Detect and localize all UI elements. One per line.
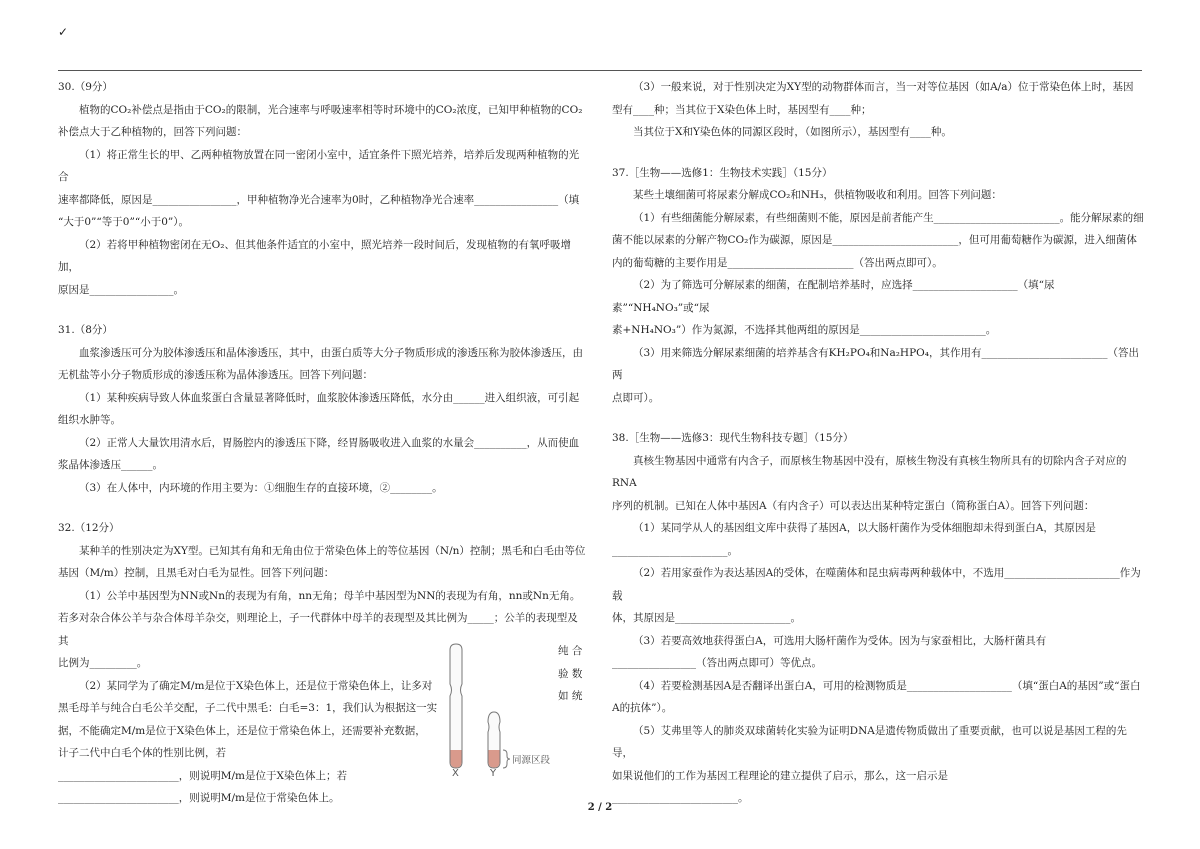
q32-line: （2）某同学为了确定M/m是位于X染色体上，还是位于常染色体上，让多对 — [79, 679, 433, 692]
q32-line: （1）公羊中基因型为NN或Nn的表现为有角，nn无角；母羊中基因型为NN的表现为有角，nn或Nn无角。 — [79, 589, 581, 602]
q31-line: （1）某种疾病导致人体血浆蛋白含量显著降低时，血浆胶体渗透压降低，水分由______进入组织液，可引起 — [79, 391, 580, 404]
q37-line: 某些土壤细菌可将尿素分解成CO₂和NH₃，供植物吸收和利用。回答下列问题： — [633, 189, 1002, 201]
q38-line: ________________（答出两点即可）等优点。 — [612, 657, 822, 669]
side-text-2: 验 数 — [558, 668, 583, 680]
q38-line: （4）若要检测基因A是否翻译出蛋白A，可用的检测物质是____________________（填“蛋白A的基因”或“蛋白 — [633, 679, 1141, 692]
page-number: 2 / 2 — [587, 802, 613, 813]
q32-line: 计子二代中白毛个体的性别比例，若 — [58, 747, 226, 759]
q38-header: 38.［生物——选修3：现代生物科技专题］（15分） — [612, 432, 854, 444]
chromosome-figure — [440, 642, 560, 782]
q37-line: 菌不能以尿素的分解产物CO₂作为碳源，原因是________________________，但可用葡萄糖作为碳源，进入细菌体 — [612, 234, 1137, 246]
q32-cont-line: 当其位于X和Y染色体的同源区段时，（如图所示），基因型有____种。 — [633, 126, 952, 138]
q30-line: “大于0”“等于0”“小于0”）。 — [58, 216, 189, 228]
q38-line: 体，其原因是______________________。 — [612, 612, 801, 624]
y-homologous-region — [489, 750, 500, 768]
q32-line: _______________________，则说明M/m是位于X染色体上；若 — [58, 769, 347, 782]
q38-line: 真核生物基因中通常有内含子，而原核生物基因中没有，原核生物没有真核生物所具有的切除内含子对应的RNA — [612, 454, 1127, 489]
side-text-1: 纯 合 — [558, 645, 583, 657]
q32-line: 比例为_________。 — [58, 657, 148, 669]
q31-line: 组织水肿等。 — [58, 414, 121, 426]
q37-line: （2）为了筛选可分解尿素的细菌，在配制培养基时，应选择____________________（填“尿素”“NH₄NO₃”或“尿 — [612, 279, 1055, 314]
q38-line: A的抗体”）。 — [612, 702, 673, 714]
q37-line: 点即可）。 — [612, 391, 660, 404]
q38-line: （2）若用家蚕作为表达基因A的受体，在噬菌体和昆虫病毒两种载体中，不选用______________________作为载 — [612, 567, 1141, 602]
q32-cont-line: （3）一般来说，对于性别决定为XY型的动物群体而言，当一对等位基因（如A/a）位于常染色体上时，基因 — [633, 81, 1134, 93]
q32-line: _______________________，则说明M/m是位于常染色体上。 — [58, 792, 340, 804]
q38-line: ________________________。 — [612, 792, 749, 804]
q30-line: 植物的CO₂补偿点是指由于CO₂的限制，光合速率与呼吸速率相等时环境中的CO₂浓度，已知甲种植物的CO₂ — [79, 103, 583, 116]
q31-line: （3）在人体中，内环境的作用主要为：①细胞生存的直接环境，②________。 — [79, 481, 443, 494]
q31-line: 浆晶体渗透压______。 — [58, 459, 163, 471]
q30-line: 补偿点大于乙种植物的，回答下列问题： — [58, 126, 247, 138]
q30-header: 30.（9分） — [58, 81, 113, 93]
q38-line: （3）若要高效地获得蛋白A，可选用大肠杆菌作为受体。因为与家蚕相比，大肠杆菌具有 — [633, 634, 1047, 647]
x-label: X — [452, 768, 459, 779]
q31-line: （2）正常人大量饮用清水后，胃肠腔内的渗透压下降，经胃肠吸收进入血浆的水量会__________，从而使血 — [79, 436, 580, 449]
q32-line: 基因（M/m）控制，且黑毛对白毛为显性。回答下列问题： — [58, 567, 335, 579]
x-homologous-region — [451, 750, 462, 768]
q38-line: 序列的机制。已知在人体中基因A（有内含子）可以表达出某种特定蛋白（简称蛋白A）。回答下列问题： — [612, 499, 1095, 512]
q30-line: 速率都降低，原因是________________，甲种植物净光合速率为0时，乙种植物净光合速率________________（填 — [58, 193, 580, 206]
header-rule — [58, 70, 1142, 71]
q32-line: 据，不能确定M/m是位于X染色体上，还是位于常染色体上，还需要补充数据， — [58, 724, 426, 737]
x-chromosome — [450, 644, 462, 768]
q37-line: 内的葡萄糖的主要作用是________________________（答出两点即可）。 — [612, 256, 943, 269]
q31-header: 31.（8分） — [58, 324, 113, 336]
q38-line: 如果说他们的工作为基因工程理论的建立提供了启示，那么，这一启示是 — [612, 769, 948, 782]
homologous-region-label: 同源区段 — [512, 755, 551, 766]
q37-line: 素+NH₄NO₃”）作为氮源，不选择其他两组的原因是________________________。 — [612, 324, 997, 336]
q37-header: 37.［生物——选修1：生物技术实践］（15分） — [612, 166, 833, 179]
q32-header: 32.（12分） — [58, 522, 120, 534]
q37-line: （1）有些细菌能分解尿素，有些细菌则不能，原因是前者能产生________________________。能分解尿素的细 — [633, 211, 1144, 224]
check-mark: ✓ — [58, 25, 69, 39]
region-brace — [503, 750, 510, 768]
side-text-3: 如 统 — [558, 690, 583, 702]
q32-line: 黑毛母羊与纯合白毛公羊交配，子二代中黑毛：白毛=3：1，我们认为根据这一实 — [58, 702, 438, 714]
y-label: Y — [490, 768, 497, 779]
q32-cont-line: 型有____种；当其位于X染色体上时，基因型有____种； — [612, 103, 872, 116]
q30-line: （2）若将甲种植物密闭在无O₂、但其他条件适宜的小室中，照光培养一段时间后，发现植物的有氧呼吸增加， — [58, 238, 571, 273]
q30-line: 原因是________________。 — [58, 283, 184, 296]
q37-line: （3）用来筛选分解尿素细菌的培养基含有KH₂PO₄和Na₂HPO₄，其作用有________________________（答出两 — [612, 346, 1139, 381]
q38-line: （5）艾弗里等人的肺炎双球菌转化实验为证明DNA是遗传物质做出了重要贡献，也可以说是基因工程的先导， — [612, 724, 1127, 759]
q31-line: 血浆渗透压可分为胶体渗透压和晶体渗透压，其中，由蛋白质等大分子物质形成的渗透压称为胶体渗透压，由 — [79, 346, 583, 359]
q32-line: 某种羊的性别决定为XY型。已知其有角和无角由位于常染色体上的等位基因（N/n）控制；黑毛和白毛由等位 — [79, 544, 586, 557]
q38-line: ______________________。 — [612, 544, 738, 557]
q38-line: （1）某同学从人的基因组文库中获得了基因A，以大肠杆菌作为受体细胞却未得到蛋白A，其原因是 — [633, 522, 1096, 534]
q32-line: 若多对杂合体公羊与杂合体母羊杂交，则理论上，子一代群体中母羊的表现型及其比例为_____；公羊的表现型及其 — [58, 612, 578, 647]
q30-line: （1）将正常生长的甲、乙两种植物放置在同一密闭小室中，适宜条件下照光培养，培养后发现两种植物的光合 — [58, 148, 580, 183]
right-column — [612, 76, 1146, 810]
q31-line: 无机盐等小分子物质形成的渗透压称为晶体渗透压。回答下列问题： — [58, 369, 373, 381]
